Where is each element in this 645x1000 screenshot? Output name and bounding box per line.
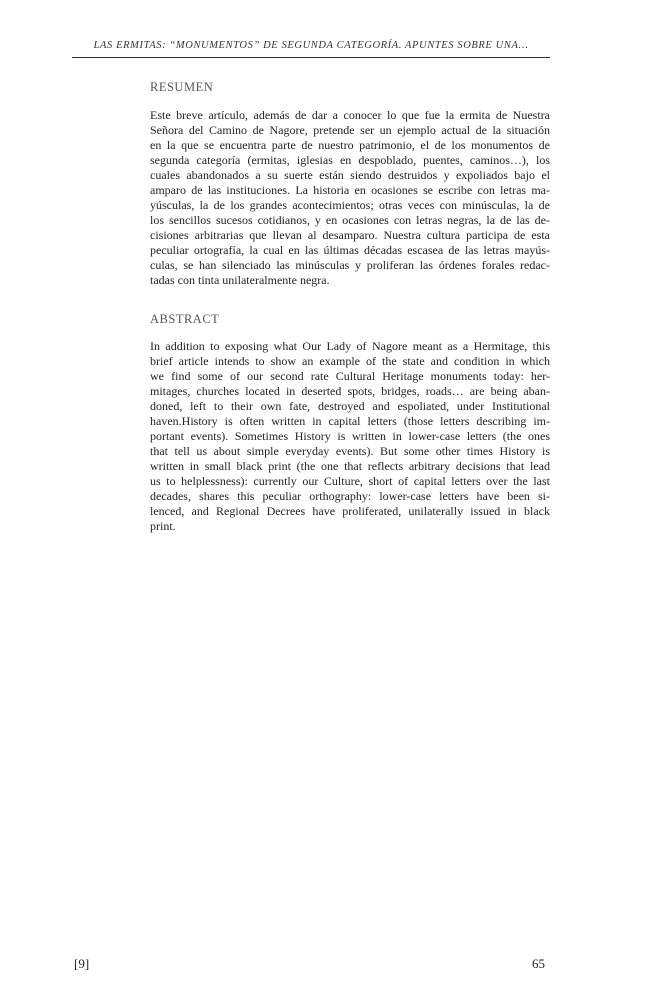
resumen-body — [150, 108, 550, 288]
resumen-line: tadas con tinta unilateralmente negra. — [150, 273, 330, 287]
abstract-line: print. — [150, 519, 176, 533]
abstract-line: brief article intends to show an example of the state and condition in which — [150, 354, 550, 368]
resumen-line: peculiar ortografía, la cual en las últimas décadas escasea de las letras mayús- — [150, 243, 550, 257]
resumen-line: Señora del Camino de Nagore, pretende ser un ejemplo actual de la situación — [150, 123, 550, 137]
page-number: 65 — [532, 956, 545, 971]
running-head: LAS ERMITAS: “MONUMENTOS” DE SEGUNDA CATEGORÍA. APUNTES SOBRE UNA… — [93, 40, 529, 51]
abstract-heading: ABSTRACT — [150, 312, 220, 326]
resumen-line: Este breve artículo, además de dar a conocer lo que fue la ermita de Nuestra — [150, 108, 550, 122]
resumen-line: segunda categoría (ermitas, iglesias en despoblado, puentes, caminos…), los — [150, 153, 550, 167]
abstract-body — [150, 339, 550, 534]
footer-folio: [9] — [74, 956, 90, 971]
resumen-line: cuales abandonados a su suerte están siendo destruidos y expoliados bajo el — [150, 168, 550, 182]
abstract-line: we find some of our second rate Cultural Heritage monuments today: her- — [150, 369, 550, 383]
abstract-line: us to helplessness): currently our Culture, short of capital letters over the last — [150, 474, 550, 488]
abstract-line: lenced, and Regional Decrees have proliferated, unilaterally issued in black — [150, 504, 550, 518]
header-rule — [72, 57, 550, 58]
abstract-line: decades, shares this peculiar orthography: lower-case letters have been si- — [150, 489, 550, 503]
abstract-line: In addition to exposing what Our Lady of Nagore meant as a Hermitage, this — [150, 339, 550, 353]
resumen-line: culas, se han silenciado las minúsculas y proliferan las órdenes forales redac- — [150, 258, 550, 272]
abstract-line: mitages, churches located in deserted spots, bridges, roads… are being aban- — [150, 384, 550, 398]
abstract-line: portant events). Sometimes History is written in lower-case letters (the ones — [150, 429, 550, 443]
resumen-line: los sencillos sucesos cotidianos, y en ocasiones con letras negras, la de las de- — [150, 213, 550, 227]
resumen-line: cisiones arbitrarias que llevan al desamparo. Nuestra cultura participa de esta — [150, 228, 550, 242]
abstract-line: that tell us about simple everyday events). But some other times History is — [150, 444, 550, 458]
abstract-line: doned, left to their own fate, destroyed and espoliated, under Institutional — [150, 399, 550, 413]
resumen-line: yúsculas, la de los grandes acontecimientos; otras veces con minúsculas, la de — [150, 198, 550, 212]
abstract-line: haven.History is often written in capital letters (those letters describing im- — [150, 414, 550, 428]
resumen-line: en la que se encuentra parte de nuestro patrimonio, el de los monumentos de — [150, 138, 550, 152]
abstract-line: written in small black print (the one that reflects arbitrary decisions that lead — [150, 459, 550, 473]
resumen-line: amparo de las instituciones. La historia en ocasiones se escribe con letras ma- — [150, 183, 550, 197]
resumen-heading: RESUMEN — [150, 80, 214, 94]
